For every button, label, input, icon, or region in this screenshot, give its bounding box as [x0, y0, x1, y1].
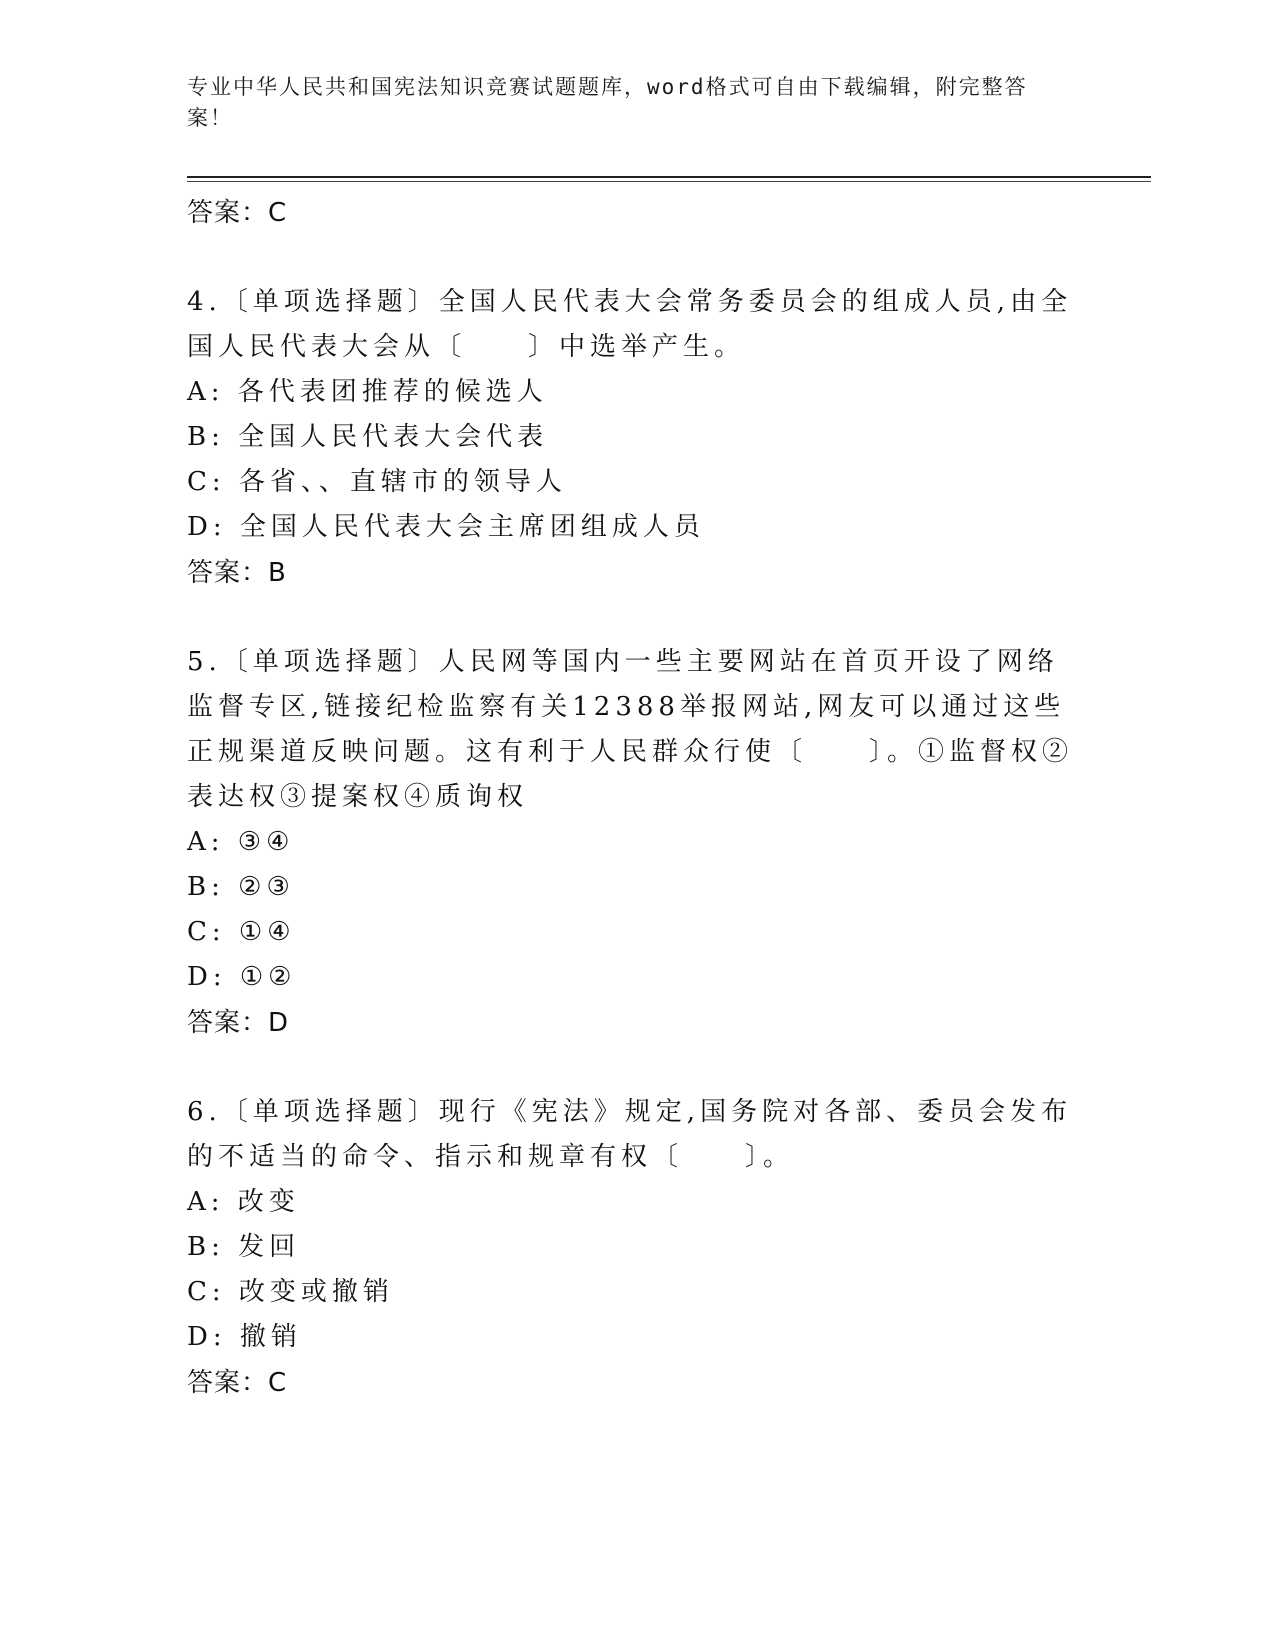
- question-6: [187, 1090, 1077, 1406]
- option-c: C: 各省、、直辖市的领导人: [187, 467, 567, 497]
- option-c: C: 改变或撤销: [187, 1277, 394, 1307]
- option-b: B: ②③: [187, 872, 295, 902]
- option-c: C: ①④: [187, 917, 296, 947]
- header-rule-thin: [187, 181, 1151, 182]
- header-rule-thick: [187, 176, 1151, 178]
- option-d: D: ①②: [187, 962, 297, 992]
- question-stem: 5.〔单项选择题〕人民网等国内一些主要网站在首页开设了网络监督专区,链接纪检监察有关12388举报网站,网友可以通过这些正规渠道反映问题。这有利于人民群众行使〔 〕。①监督权②表达权③提案权④质询权: [187, 647, 1074, 812]
- question-4: [187, 280, 1077, 596]
- answer-line: 答案：C: [187, 1368, 288, 1398]
- document-content: [187, 190, 1077, 1450]
- question-stem: 4.〔单项选择题〕全国人民代表大会常务委员会的组成人员,由全国人民代表大会从〔 〕中选举产生。: [187, 287, 1073, 362]
- page-header: 专业中华人民共和国宪法知识竞赛试题题库，word格式可自由下载编辑，附完整答案！: [187, 75, 1028, 130]
- option-b: B: 发回: [187, 1232, 301, 1262]
- answer-line: 答案：C: [187, 198, 288, 228]
- question-stem: 6.〔单项选择题〕现行《宪法》规定,国务院对各部、委员会发布的不适当的命令、指示和规章有权〔 〕。: [187, 1097, 1073, 1172]
- option-b: B: 全国人民代表大会代表: [187, 422, 549, 452]
- option-a: A: 改变: [187, 1187, 300, 1217]
- question-5: [187, 640, 1077, 1046]
- option-d: D: 全国人民代表大会主席团组成人员: [187, 512, 705, 542]
- option-d: D: 撤销: [187, 1322, 302, 1352]
- option-a: A: 各代表团推荐的候选人: [187, 377, 548, 407]
- answer-line: 答案：B: [187, 558, 287, 588]
- option-a: A: ③④: [187, 827, 295, 857]
- answer-line: 答案：D: [187, 1008, 290, 1038]
